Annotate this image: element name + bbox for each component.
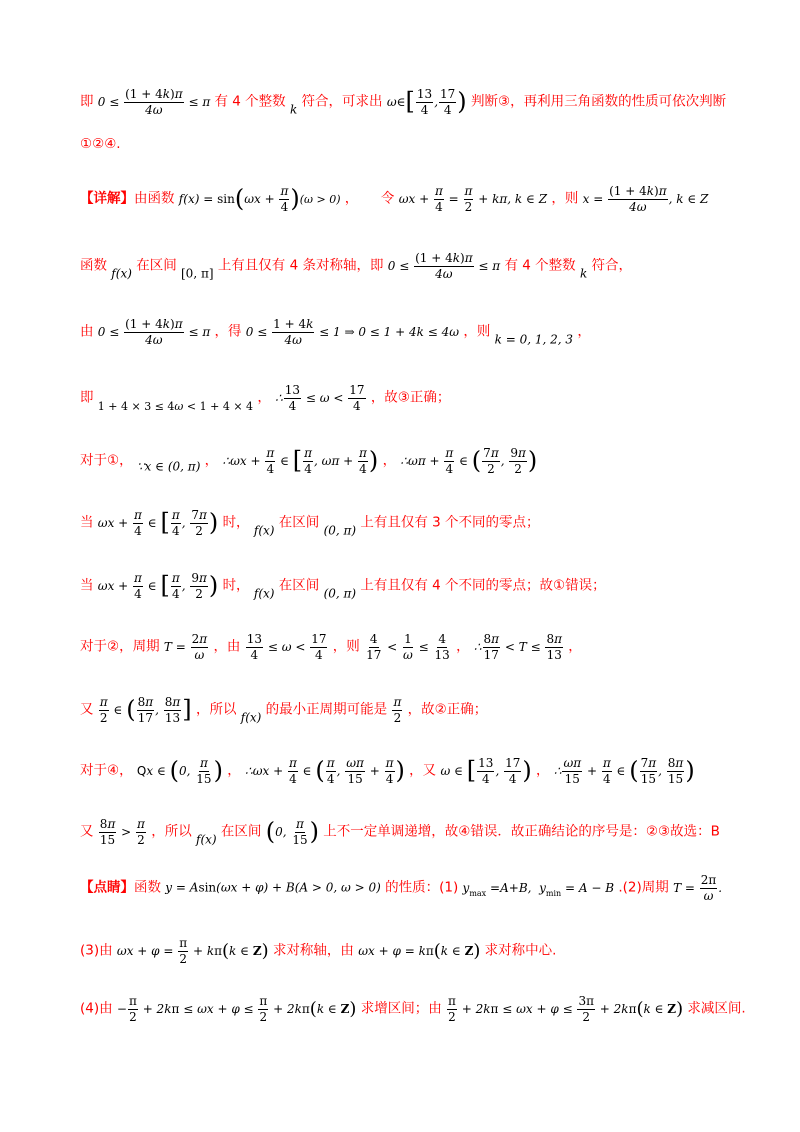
text: 符合，可求出 — [301, 93, 383, 110]
math-fx: f(x) — [240, 710, 262, 725]
math-interval-3: (0, $\frac{\pi}{15}$ ) — [265, 817, 319, 847]
math-x-domain: ∵x ∈ (0, π) — [136, 459, 201, 474]
text: ，故②正确； — [407, 701, 488, 718]
math-x-solution: x = $\frac{(1 + 4k)\pi}{4\omega}$ , k ∈ Z — [582, 184, 709, 214]
line-7 — [80, 447, 537, 475]
text: ， — [456, 638, 470, 655]
text: (4)由 — [80, 1000, 113, 1017]
math-omega-range: ω∈[ $\frac{13}{4}$ , $\frac{17}{4}$ ) — [386, 87, 467, 117]
math-symmetry: ωx + $\frac{\pi}{4}$ = $\frac{\pi}{2}$ + kπ, k ∈ Z — [398, 184, 548, 214]
text: 函数 — [134, 879, 161, 896]
math-derivation: 0 ≤ $\frac{1 + 4k}{4\omega}$ ≤ 1 ⇒ 0 ≤ 1 + 4k ≤ 4ω — [245, 317, 460, 347]
math-compare: $\frac{8\pi}{15}$ > $\frac{\pi}{2}$ — [99, 817, 145, 847]
text: (3)由 — [80, 942, 113, 959]
text: 对于①， — [80, 452, 133, 469]
math-k-values: k = 0, 1, 2, 3 — [494, 332, 574, 347]
math-function: f(x) = sin(ωx + $\frac{\pi}{4}$ )(ω > 0) — [178, 184, 341, 214]
text: .(2)周期 — [618, 879, 669, 896]
text: ，则 — [551, 190, 579, 207]
text: 上有且仅有 4 个不同的零点；故①错误； — [360, 577, 606, 594]
text: 在区间 — [278, 577, 320, 594]
math-inequality: 0 ≤ $\frac{(1 + 4k)\pi}{4\omega}$ ≤ π — [97, 317, 211, 347]
math-period: T = $\frac{2\pi}{\omega}$ — [163, 632, 208, 662]
text: 有 4 个整数 — [214, 93, 286, 110]
text: ， — [257, 389, 271, 406]
math-half-pi: $\frac{\pi}{2}$ ∈ ( $\frac{8\pi}{17}$ , $\frac{8\pi}{13}$ ] — [99, 695, 192, 725]
line-10 — [80, 633, 582, 661]
line-1 — [80, 88, 726, 116]
text: ，故③正确； — [370, 389, 451, 406]
math-interval: (0, π) — [323, 586, 357, 601]
text: 符合， — [591, 257, 633, 274]
math-inequality: 0 ≤ $\frac{(1 + 4k)\pi}{4\omega}$ ≤ π — [97, 87, 211, 117]
text: 的性质：(1) — [385, 879, 459, 896]
line-6 — [80, 384, 450, 412]
text: ，则 — [463, 323, 491, 340]
line-16 — [80, 995, 746, 1023]
text: ， — [204, 452, 219, 469]
text: 即 — [80, 389, 94, 406]
math-axis-condition: ωx + φ = $\frac{\pi}{2}$ + kπ(k ∈ Z) — [116, 936, 269, 966]
line-5 — [80, 318, 591, 346]
text: 当 — [80, 577, 94, 594]
math-omega-bound: $\frac{13}{4}$ ≤ ω < $\frac{17}{4}$ — [246, 632, 327, 662]
text: ， — [227, 762, 241, 779]
line-11 — [80, 696, 487, 724]
math-fx: f(x) — [253, 586, 275, 601]
text: 判断③，再利用三角函数的性质可依次判断 — [470, 93, 727, 110]
math-fx: f(x) — [196, 832, 217, 847]
line-4 — [80, 252, 632, 280]
text: ，所以 — [195, 701, 237, 718]
text: ， — [536, 762, 550, 779]
text: 由 — [80, 323, 94, 340]
text: 令 — [380, 190, 395, 207]
text: 求对称中心. — [484, 942, 557, 959]
math-pi-over-2: $\frac{\pi}{2}$ — [393, 695, 402, 725]
text: 上有且仅有 4 条对称轴，即 — [217, 257, 384, 274]
line-13 — [80, 818, 720, 846]
math-case-1: ωx + $\frac{\pi}{4}$ ∈ [ $\frac{\pi}{4}$ , $\frac{7\pi}{2}$ ) — [97, 508, 219, 538]
text: 对于④， — [80, 762, 133, 779]
text: 在区间 — [136, 257, 177, 274]
text: 的最小正周期可能是 — [265, 701, 388, 718]
math-x-domain-2: Qx ∈ (0, $\frac{\pi}{15}$ ) — [136, 756, 223, 786]
math-period-general: T = $\frac{2\pi}{\omega}$ . — [673, 873, 723, 903]
math-range-3: ∴ωx + $\frac{\pi}{4}$ ∈ ( $\frac{\pi}{4}$ , $\frac{\omega\pi}{15}$ + $\frac{\pi}{4}$ ) — [245, 756, 405, 786]
text: ， — [344, 190, 359, 207]
tag-tip: 【点睛】 — [80, 879, 134, 896]
line-14 — [80, 874, 722, 902]
math-increase-condition: − $\frac{\pi}{2}$ + 2kπ ≤ ωx + φ ≤ $\frac{\pi}{2}$ + 2kπ(k ∈ Z) — [116, 994, 357, 1024]
text: 在区间 — [220, 823, 262, 840]
line-15 — [80, 937, 556, 965]
math-range-1: ∴ωx + $\frac{\pi}{4}$ ∈ [ $\frac{\pi}{4}$ , ωπ + $\frac{\pi}{4}$ ) — [222, 446, 379, 476]
math-case-2: ωx + $\frac{\pi}{4}$ ∈ [ $\frac{\pi}{4}$ , $\frac{9\pi}{2}$ ) — [97, 571, 219, 601]
text: 有 4 个整数 — [504, 257, 576, 274]
text: ，则 — [332, 638, 360, 655]
text: 又 — [80, 823, 94, 840]
text: ，所以 — [151, 823, 192, 840]
math-t-range: ∴ $\frac{8\pi}{17}$ < T ≤ $\frac{8\pi}{13}$ — [473, 632, 562, 662]
text: ①②④. — [80, 136, 121, 152]
math-decrease-condition: $\frac{\pi}{2}$ + 2kπ ≤ ωx + φ ≤ $\frac{3\pi}{2}$ + 2kπ(k ∈ Z) — [448, 994, 684, 1024]
text: 在区间 — [278, 514, 320, 531]
text: 即 — [80, 93, 94, 110]
text: ，得 — [214, 323, 242, 340]
text: 函数 — [80, 257, 107, 274]
line-3 — [80, 185, 708, 213]
text: ， — [568, 638, 582, 655]
math-range-4: ∴ $\frac{\omega\pi}{15}$ + $\frac{\pi}{4}$ ∈ ( $\frac{7\pi}{15}$ , $\frac{8\pi}{15}$ ) — [553, 756, 695, 786]
text: ， — [577, 323, 591, 340]
text: 求减区间. — [687, 1000, 746, 1017]
math-omega-range: ω ∈ [ $\frac{13}{4}$ , $\frac{17}{4}$ ) — [440, 756, 532, 786]
line-12 — [80, 757, 695, 785]
math-interval: [0, π] — [181, 266, 214, 281]
line-2 — [80, 138, 121, 152]
tag-detail: 【详解】 — [80, 190, 134, 207]
math-center-condition: ωx + φ = kπ(k ∈ Z) — [358, 940, 481, 961]
line-8 — [80, 509, 540, 537]
math-fx: f(x) — [253, 523, 275, 538]
math-general-form: y = Asin(ωx + φ) + B(A > 0, ω > 0) — [165, 880, 381, 895]
text: ， — [382, 452, 397, 469]
text: 时， — [222, 577, 250, 594]
text: ，由 — [213, 638, 241, 655]
math-interval: (0, π) — [323, 523, 357, 538]
text: 求增区间；由 — [360, 1000, 442, 1017]
text: 当 — [80, 514, 94, 531]
text: 由函数 — [134, 190, 175, 207]
text: 时， — [222, 514, 250, 531]
text: 又 — [80, 701, 94, 718]
text: ，又 — [409, 762, 437, 779]
line-9 — [80, 572, 606, 600]
text: 求对称轴，由 — [272, 942, 354, 959]
math-range-2: ∴ωπ + $\frac{\pi}{4}$ ∈ ( $\frac{7\pi}{2}$ , $\frac{9\pi}{2}$ ) — [400, 446, 538, 476]
math-inequality: 0 ≤ $\frac{(1 + 4k)\pi}{4\omega}$ ≤ π — [387, 251, 501, 281]
text: 对于②，周期 — [80, 638, 160, 655]
math-chain: 1 + 4 × 3 ≤ 4ω < 1 + 4 × 4 — [97, 399, 254, 413]
text: 上有且仅有 3 个不同的零点； — [360, 514, 540, 531]
math-fx: f(x) — [111, 266, 132, 281]
math-k: k — [289, 102, 298, 117]
math-k: k — [579, 266, 588, 281]
math-reciprocal: $\frac{4}{17}$ < $\frac{1}{\omega}$ ≤ $\frac{4}{13}$ — [366, 632, 450, 662]
text: 上不一定单调递增，故④错误．故正确结论的序号是：②③故选：B — [323, 823, 720, 840]
math-max-min: $y_{max} =A+B$, $y_{min} = A - B$ — [462, 880, 615, 898]
math-omega-bound: ∴ $\frac{13}{4}$ ≤ ω < $\frac{17}{4}$ — [275, 383, 365, 413]
